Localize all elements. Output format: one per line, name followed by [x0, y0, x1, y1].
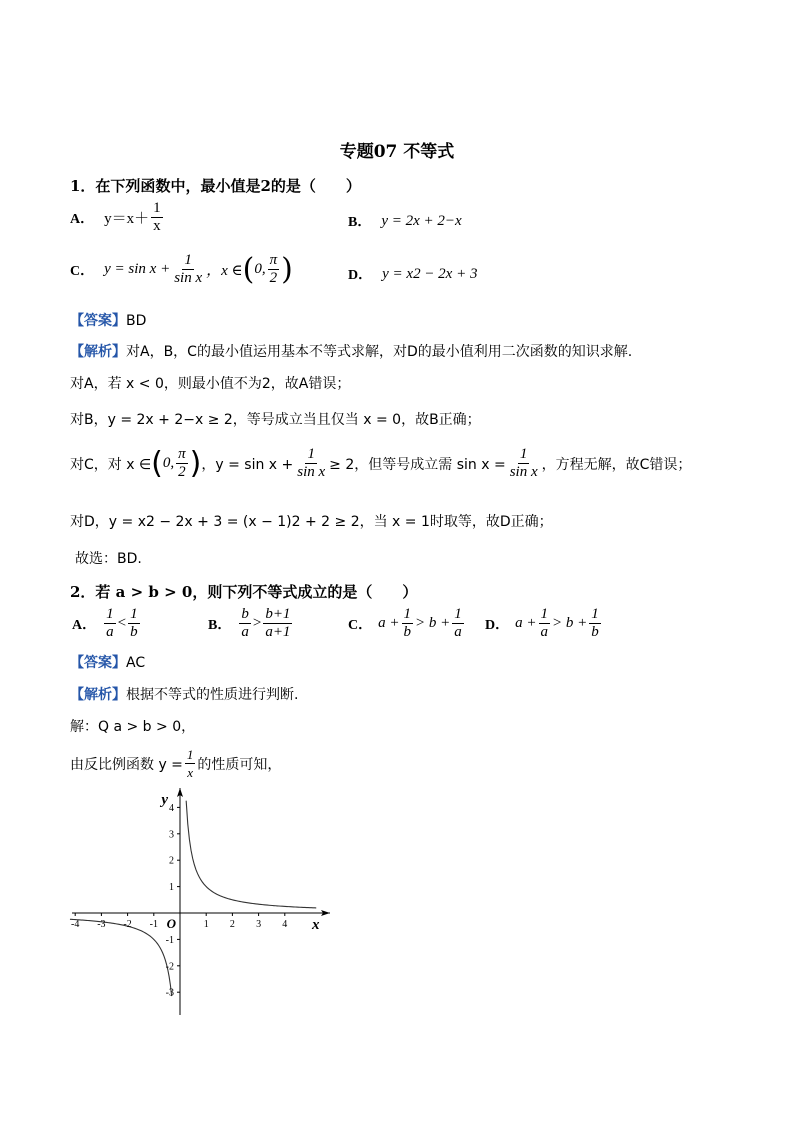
fraction-denominator: 2 — [178, 464, 186, 480]
operator: > — [252, 615, 262, 631]
q1-analysis — [70, 341, 632, 361]
line-c-post: ，方程无解，故C错误； — [541, 456, 692, 473]
fraction-numerator: b — [241, 606, 249, 622]
fraction-denominator: b — [403, 624, 411, 640]
line-c-pre: 对C，对 x ∈ — [70, 456, 152, 473]
fraction-numerator: 1 — [540, 606, 548, 622]
option-label: B． — [208, 617, 232, 633]
fraction-denominator: 2 — [269, 270, 278, 286]
fraction-numerator: 1 — [403, 606, 411, 622]
analysis-tag: 【解析】 — [70, 344, 126, 360]
q1-option-b — [348, 211, 462, 231]
option-label: A． — [72, 617, 97, 633]
q1-option-c: C． y = sin x + $\frac{1}{\text{sin x}}$ ，x ∈ ( 0, $\frac{\pi}{2}$ ) — [70, 251, 293, 287]
y-axis-label: y — [161, 792, 168, 808]
answer-tag: 【答案】 — [70, 313, 126, 329]
analysis-tag: 【解析】 — [70, 687, 126, 703]
page-title: 专题07 不等式 — [339, 142, 455, 162]
fraction-numerator: π — [178, 446, 186, 462]
q1-line-b: 对B，y = 2x + 2−x ≥ 2，等号成立当且仅当 x = 0，故B正确； — [70, 412, 481, 428]
analysis-text: 根据不等式的性质进行判断. — [126, 687, 299, 703]
option-pre: a + — [515, 615, 537, 631]
fraction-denominator: a — [241, 624, 249, 640]
interval-start: 0, — [162, 455, 175, 471]
fraction-denominator: a+1 — [265, 624, 291, 640]
option-label: D． — [348, 268, 373, 283]
q2-option-b — [208, 606, 294, 641]
option-mid: > b + — [552, 615, 588, 631]
fraction-numerator: π — [269, 252, 278, 268]
q1-option-a — [70, 200, 165, 235]
x-tick-label: 3 — [256, 919, 262, 930]
y-tick-label: 3 — [169, 829, 174, 841]
graph-labels — [71, 792, 320, 999]
fraction-numerator: 1 — [184, 252, 192, 268]
y-tick-label: 1 — [169, 882, 174, 894]
curve-branch-negative — [70, 919, 172, 996]
option-pre: a + — [378, 615, 400, 631]
q1-choose: 故选：BD. — [75, 551, 142, 567]
x-tick-label: 2 — [229, 919, 235, 930]
option-expr: y = x2 − 2x + 3 — [382, 265, 478, 282]
q1-line-c: 对C，对 x ∈ ( 0, $\frac{\pi}{2}$ ) ，y = sin x + $\frac{1}{\text{sin x}}$ ≥ 2，但等号成立需 sin x = $\frac{1}{\text{sin x}}$ ，方程无解，故C错误； — [70, 445, 692, 481]
fraction-denominator: sin x — [509, 464, 538, 480]
x-tick-label: -3 — [97, 919, 106, 930]
answer-tag: 【答案】 — [70, 655, 126, 671]
x-tick-label: 1 — [203, 919, 209, 930]
fraction-denominator: sin x — [297, 464, 326, 480]
origin-label: O — [166, 916, 176, 931]
question-2-stem: 2．若 a > b > 0，则下列不等式成立的是（ ） — [70, 583, 418, 601]
graph-axes — [72, 788, 330, 1015]
reciprocal-function-graph — [60, 780, 350, 1020]
graph-curves — [70, 801, 316, 996]
fraction-numerator: 1 — [153, 200, 161, 216]
q1-line-a: 对A，若 x < 0，则最小值不为2，故A错误； — [70, 376, 351, 392]
q1-option-d — [348, 264, 477, 284]
option-expr: y＝x＋ — [104, 211, 150, 227]
option-expr: y = 2x + 2−x — [381, 212, 462, 229]
q2-option-d — [485, 606, 603, 641]
fraction-denominator: a — [454, 624, 462, 640]
domain-text: ，x ∈ — [206, 263, 243, 279]
answer-value: AC — [126, 655, 146, 671]
line-c-mid2: ≥ 2，但等号成立需 sin x = — [329, 456, 506, 473]
q2-answer — [70, 652, 145, 672]
q2-analysis — [70, 684, 298, 704]
q2-option-a — [72, 606, 142, 641]
fraction-denominator: sin x — [174, 270, 203, 286]
option-label: D． — [485, 617, 510, 633]
y-tick-label: -3 — [165, 987, 174, 999]
option-mid: > b + — [415, 615, 451, 631]
fraction-denominator: x — [153, 218, 161, 234]
fraction-numerator: 1 — [591, 606, 599, 622]
question-1-stem: 1．在下列函数中，最小值是2的是（ ） — [70, 177, 361, 195]
y-tick-label: 2 — [169, 855, 174, 867]
x-tick-label: -1 — [149, 919, 158, 930]
x-axis-label: x — [312, 917, 320, 933]
interval-start: 0, — [254, 261, 266, 277]
fraction-numerator: 1 — [106, 606, 114, 622]
option-label: B． — [348, 215, 372, 230]
option-expr: y = sin x + — [104, 261, 171, 277]
x-tick-label: -2 — [123, 919, 132, 930]
line-c-mid: ，y = sin x + — [201, 456, 294, 473]
option-label: C． — [348, 617, 373, 633]
fraction-numerator: 1 — [307, 446, 315, 462]
x-tick-label: 4 — [282, 919, 288, 930]
y-tick-label: 4 — [169, 802, 174, 814]
fraction-numerator: 1 — [130, 606, 138, 622]
fraction-numerator: 1 — [454, 606, 462, 622]
answer-value: BD — [126, 313, 147, 329]
property-pre: 由反比例函数 y = — [70, 756, 183, 773]
fraction-numerator: b+1 — [265, 606, 291, 622]
q1-line-d: 对D，y = x2 − 2x + 3 = (x − 1)2 + 2 ≥ 2，当 x = 1时取等，故D正确； — [70, 514, 553, 530]
option-label: C． — [70, 263, 95, 279]
q2-property — [70, 746, 281, 781]
fraction-denominator: a — [540, 624, 548, 640]
fraction-denominator: x — [187, 765, 194, 780]
x-tick-label: -4 — [71, 919, 80, 930]
property-post: 的性质可知， — [197, 756, 282, 773]
operator: < — [117, 615, 127, 631]
fraction-numerator: 1 — [519, 446, 528, 462]
q2-solution: 解：Q a > b > 0， — [70, 719, 196, 735]
option-label: A． — [70, 211, 95, 227]
fraction-denominator: b — [130, 624, 138, 640]
curve-branch-positive — [186, 801, 316, 908]
q1-answer — [70, 310, 146, 330]
fraction-numerator: 1 — [186, 747, 194, 762]
analysis-text: 对A，B，C的最小值运用基本不等式求解，对D的最小值利用二次函数的知识求解. — [126, 344, 633, 360]
y-tick-label: -1 — [165, 934, 174, 946]
y-tick-label: -2 — [165, 961, 174, 973]
q2-option-c — [348, 606, 466, 641]
fraction-denominator: b — [591, 624, 599, 640]
fraction-denominator: a — [106, 624, 114, 640]
